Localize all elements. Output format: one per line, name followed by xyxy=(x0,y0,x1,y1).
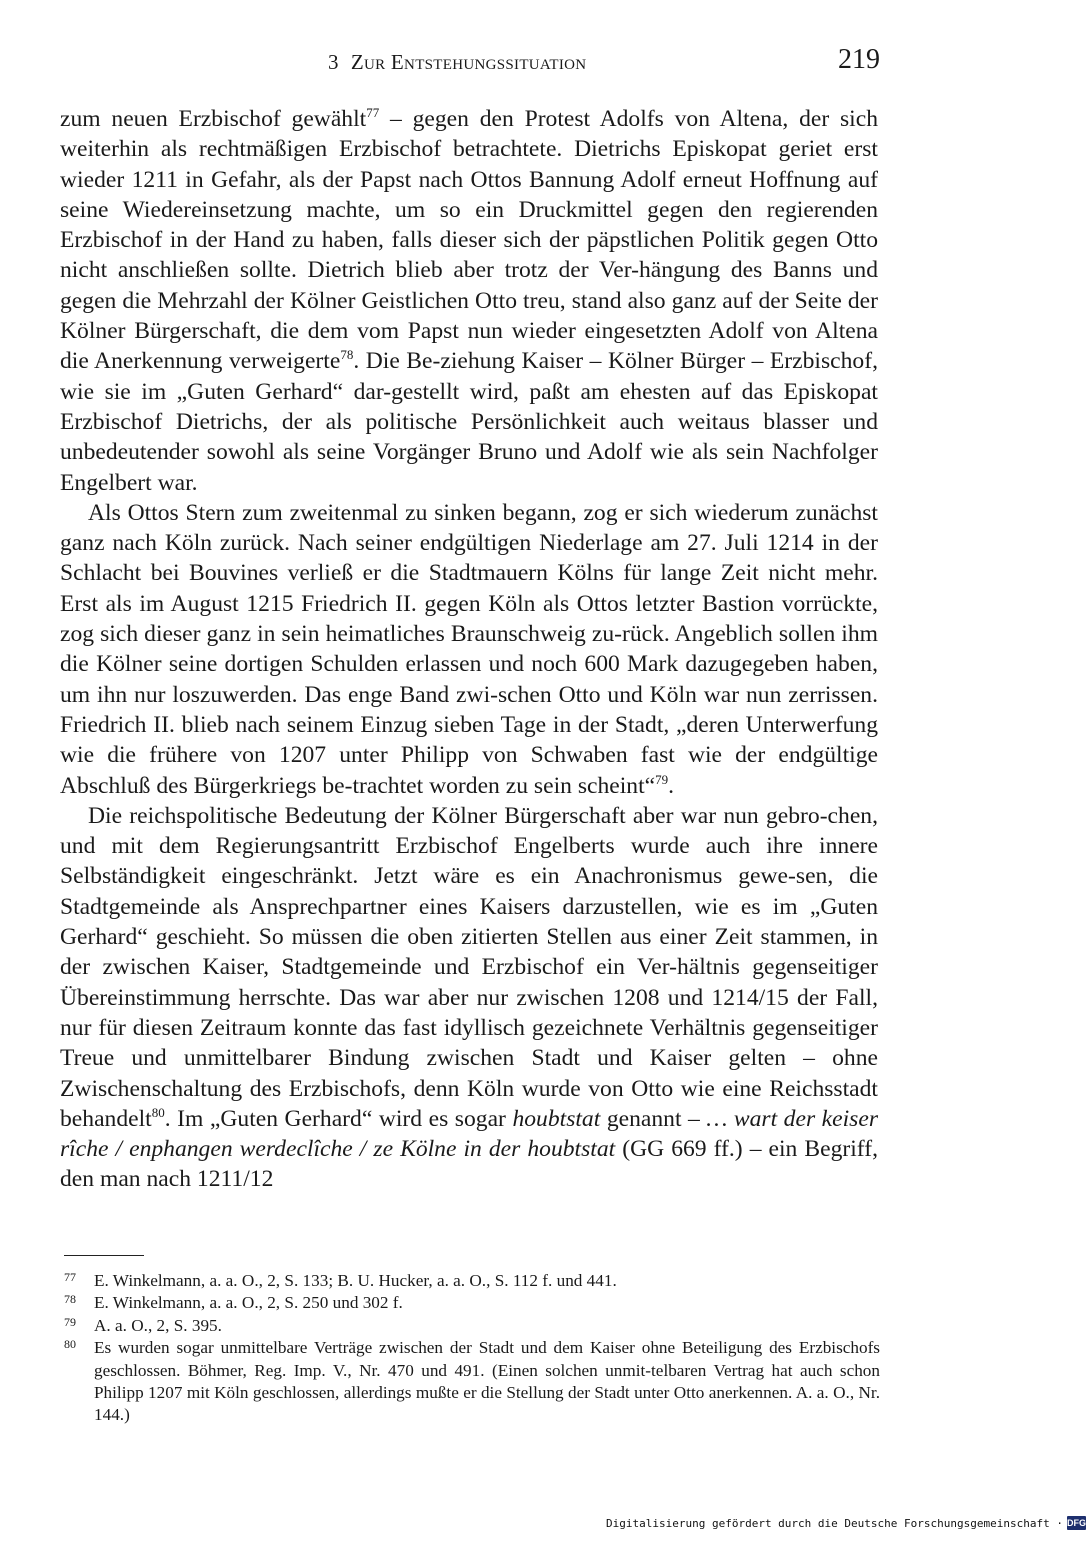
digitization-credit xyxy=(606,1511,1086,1535)
chapter-title: Zur Entstehungssituation xyxy=(350,50,587,74)
paragraph-text: zum neuen Erzbischof gewählt xyxy=(60,106,367,132)
paragraph-text: . Im „Guten Gerhard“ wird es sogar xyxy=(164,1105,513,1132)
footnote-text: E. Winkelmann, a. a. O., 2, S. 133; B. U. Hucker, a. a. O., S. 112 f. und 441. xyxy=(94,1271,617,1290)
chapter-number: 3 xyxy=(328,50,339,74)
footnotes xyxy=(64,1270,880,1427)
footnote-mark: 77 xyxy=(64,1270,76,1284)
paragraph-1 xyxy=(60,104,878,498)
running-header xyxy=(60,44,880,84)
paragraph-3 xyxy=(60,801,878,1195)
footnote-80 xyxy=(64,1337,880,1427)
footnote-78 xyxy=(64,1292,880,1314)
footnote-text: E. Winkelmann, a. a. O., 2, S. 250 und 302 f. xyxy=(94,1293,403,1313)
paragraph-2 xyxy=(60,498,878,801)
paragraph-text: genannt – xyxy=(600,1105,707,1132)
paragraph-text: Die reichspolitische Bedeutung der Kölner Bürgerschaft aber war nun gebro-chen, und mit dem Regierungsantritt Erzbischof Engelberts wurde auch ihre innere Selbständigkeit eingeschränkt. Jetzt wäre es ein Anachronismus gewe-sen, die Stadtgemeinde als Ansprechpartner eines Kaisers darzustellen, wie es im „Guten Gerhard“ geschieht. So müssen die oben zitierten Stellen aus einer Zeit stammen, in der zwischen Kaiser, Stadtgemeinde und Erzbischof ein Ver-hältnis gegenseitiger Übereinstimmung herrschte. Das war aber nur zwischen 1208 und 1214/15 der Fall, nur für diesen Zeitraum konnte das fast idyllisch gezeichnete Verhältnis gegenseitiger Treue und unmittelbarer Bindung zwischen Stadt und Kaiser gelten – ohne Zwischenschaltung des Erzbischofs, denn Köln wurde von Otto wie eine Reichsstadt behandelt xyxy=(60,802,878,1132)
footnote-mark: 79 xyxy=(64,1314,76,1329)
footnote-text: Es wurden sogar unmittelbare Verträge zwischen der Stadt und dem Kaiser ohne Beteiligung des Erzbischofs geschlossen. Böhmer, Reg. Imp. V., Nr. 470 und 491. (Einen solchen unmit-telbaren Vertrag hat auch schon Philipp 1207 mit Köln geschlossen, allerdings mußte er die Stellung der Stadt unter Otto anerkennen. A. a. O., Nr. 144.) xyxy=(94,1338,880,1425)
paragraph-text: (GG 669 ff.) – ein Begriff, den man nach 1211/12 xyxy=(60,1136,878,1193)
footnote-text: A. a. O., 2, S. 395. xyxy=(94,1315,222,1335)
paragraph-text: . xyxy=(668,772,675,799)
footnote-mark: 80 xyxy=(64,1337,76,1352)
footnote-mark: 78 xyxy=(64,1292,76,1307)
footnote-ref-79: 79 xyxy=(655,771,669,787)
footnote-separator xyxy=(64,1255,144,1256)
dfg-logo-icon: DFG xyxy=(1066,1518,1086,1528)
footnote-ref-80: 80 xyxy=(151,1104,165,1120)
italic-quote: … wart der keiser rîche / enphangen werdeclîche / ze Kölne in der houbtstat xyxy=(60,1105,879,1163)
footnote-77 xyxy=(64,1270,880,1292)
footnote-ref-77: 77 xyxy=(366,105,380,120)
italic-term: houbtstat xyxy=(512,1105,601,1132)
page-number: 219 xyxy=(838,44,880,75)
paragraph-text: . Die Be-ziehung Kaiser – Kölner Bürger – Erzbischof, wie sie im „Guten Gerhard“ dar-gestellt wird, paßt am ehesten auf das Episkopat Erzbischof Dietrichs, der als politische Persönlichkeit auch weitaus blasser und unbedeutender sowohl als seine Vorgänger Bruno und Adolf wie als sein Nachfolger Engelbert war. xyxy=(60,348,878,496)
paragraph-text: – gegen den Protest Adolfs von Altena, der sich weiterhin als rechtmäßigen Erzbischof betrachtete. Dietrichs Episkopat geriet erst wieder 1211 in Gefahr, als der Papst nach Ottos Bannung Adolf erneut Hoffnung auf seine Wiedereinsetzung machte, um so ein Druckmittel gegen den regierenden Erzbischof in der Hand zu haben, falls dieser sich der päpstlichen Politik gegen Otto nicht anschließen sollte. Dietrich blieb aber trotz der Ver-hängung des Banns und gegen die Mehrzahl der Kölner Geistlichen Otto treu, stand also ganz auf der Seite der Kölner Bürgerschaft, die dem vom Papst nun wieder eingesetzten Adolf von Altena die Anerkennung verweigerte xyxy=(60,106,878,375)
paragraph-text: Als Ottos Stern zum zweitenmal zu sinken begann, zog er sich wiederum zunächst ganz nach Köln zurück. Nach seiner endgültigen Niederlage am 27. Juli 1214 in der Schlacht bei Bouvines verließ er die Stadtmauern Kölns für lange Zeit nicht mehr. Erst als im August 1215 Friedrich II. gegen Köln als Ottos letzter Bastion vorrückte, zog sich dieser ganz in sein heimatliches Braunschweig zu-rück. Angeblich sollen ihm die Kölner seine dortigen Schulden erlassen und noch 600 Mark dazugegeben haben, um ihn nur loszuwerden. Das enge Band zwi-schen Otto und Köln war nun zerrissen. Friedrich II. blieb nach seinem Einzug sieben Tage in der Stadt, „deren Unterwerfung wie die frühere von 1207 unter Philipp von Schwaben fast wie der endgültige Abschluß des Bürgerkriegs be-trachtet worden zu sein scheint“ xyxy=(60,499,878,799)
body-text xyxy=(60,104,878,1195)
footnote-79 xyxy=(64,1315,880,1337)
footnote-ref-78: 78 xyxy=(340,347,354,363)
credit-text: Digitalisierung gefördert durch die Deutsche Forschungsgemeinschaft · xyxy=(606,1516,1063,1530)
running-head-title xyxy=(328,50,586,75)
